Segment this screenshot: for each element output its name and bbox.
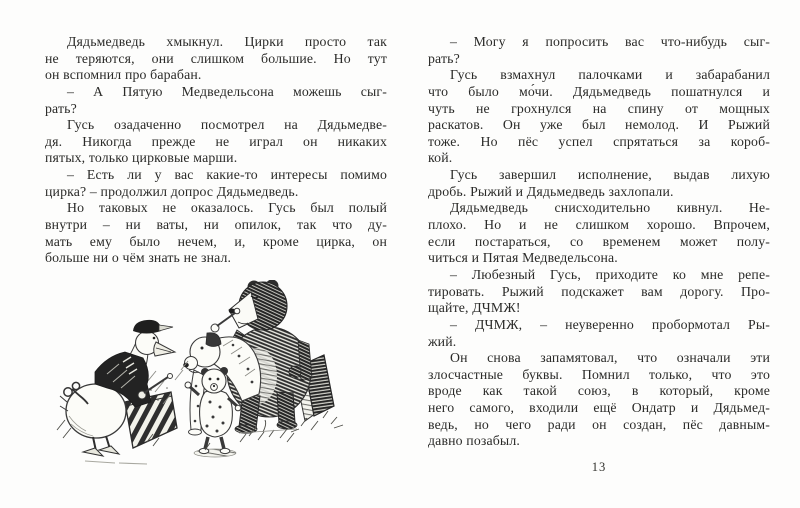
text-line: ведь, но чего ради он создан, пёс давным- — [428, 416, 770, 432]
text-line: злосчастные буквы. Помнил только, что это — [428, 366, 770, 382]
text-line: – Есть ли у вас какие-то интересы помимо — [67, 167, 387, 183]
goose-drummer-figure — [60, 320, 175, 464]
text-line: тоже. Но пёс успел спрятаться за короб- — [428, 133, 770, 149]
text-line: дя. Никогда прежде не играл он никаких — [45, 133, 387, 149]
text-line: вроде как такой союз, в который, кроме — [428, 383, 770, 399]
text-line: мать ему было нечем, и, кроме цирка, он — [45, 233, 387, 249]
text-line: дробь. Рыжий и Дядьмедведь захлопали. — [428, 183, 674, 199]
text-line: что было мо́чи. Дядьмедведь пошатнулся и — [428, 83, 770, 99]
text-line: кой. — [428, 150, 453, 166]
text-line: Но таковых не оказалось. Гусь был полый — [67, 200, 387, 216]
text-line: Гусь завершил исполнение, выдав лихую — [450, 167, 770, 183]
text-line: чуть не грохнулся на спину от мощных — [428, 100, 770, 116]
text-line: он вспомнил про барабан. — [45, 67, 202, 83]
text-line: раскатов. Он уже был немолод. И Рыжий — [428, 117, 770, 133]
left-page-text-column — [45, 34, 387, 267]
text-line: Дядьмедведь снисходительно кивнул. Не- — [450, 200, 770, 216]
text-line: плохо. Но и не слишком хорошо. Впрочем, — [428, 217, 770, 233]
text-line: – ДЧМЖ, – неуверенно пробормотал Ры- — [450, 316, 770, 332]
text-line: больше ни о чём знать не знал. — [45, 250, 232, 266]
page-number: 13 — [591, 460, 607, 474]
text-line: если постараться, со временем может полу- — [428, 233, 770, 249]
text-line: – Любезный Гусь, приходите ко мне репе- — [450, 266, 770, 282]
text-line: цирка? – продолжил допрос Дядьмедведь. — [45, 183, 299, 199]
text-line: читься и Пятая Медведельсона. — [428, 250, 618, 266]
text-line: – А Пятую Медведельсона можешь сыг- — [67, 83, 387, 99]
text-line: тировать. Рыжий подскажет вам дорогу. Про- — [428, 283, 770, 299]
text-line: пятых, только цирковые марши. — [45, 150, 238, 166]
text-line: щайте, ДЧМЖ! — [428, 300, 521, 316]
text-line: – Могу я попросить вас что-нибудь сыг- — [450, 34, 770, 49]
right-page-text-column — [428, 34, 770, 450]
text-line: Дядьмедведь хмыкнул. Цирки просто так — [67, 34, 387, 49]
text-line: Гусь взмахнул палочками и забарабанил — [450, 67, 770, 83]
text-line: него самого, входили ещё Ондатр и Дядьмед- — [428, 400, 770, 416]
text-line: давно позабыл. — [428, 433, 520, 449]
text-line: Гусь озадаченно посмотрел на Дядьмедве- — [67, 117, 387, 133]
text-line: внутри – ни ваты, ни опилок, так что ду- — [45, 217, 387, 233]
text-line: не теряются, они слишком большие. Но тут — [45, 50, 387, 66]
text-line: Он снова запамятовал, что означали эти — [450, 350, 770, 366]
text-line: жий. — [428, 333, 457, 349]
text-line: рать? — [45, 100, 77, 116]
text-line: рать? — [428, 50, 460, 66]
book-illustration — [55, 280, 345, 465]
